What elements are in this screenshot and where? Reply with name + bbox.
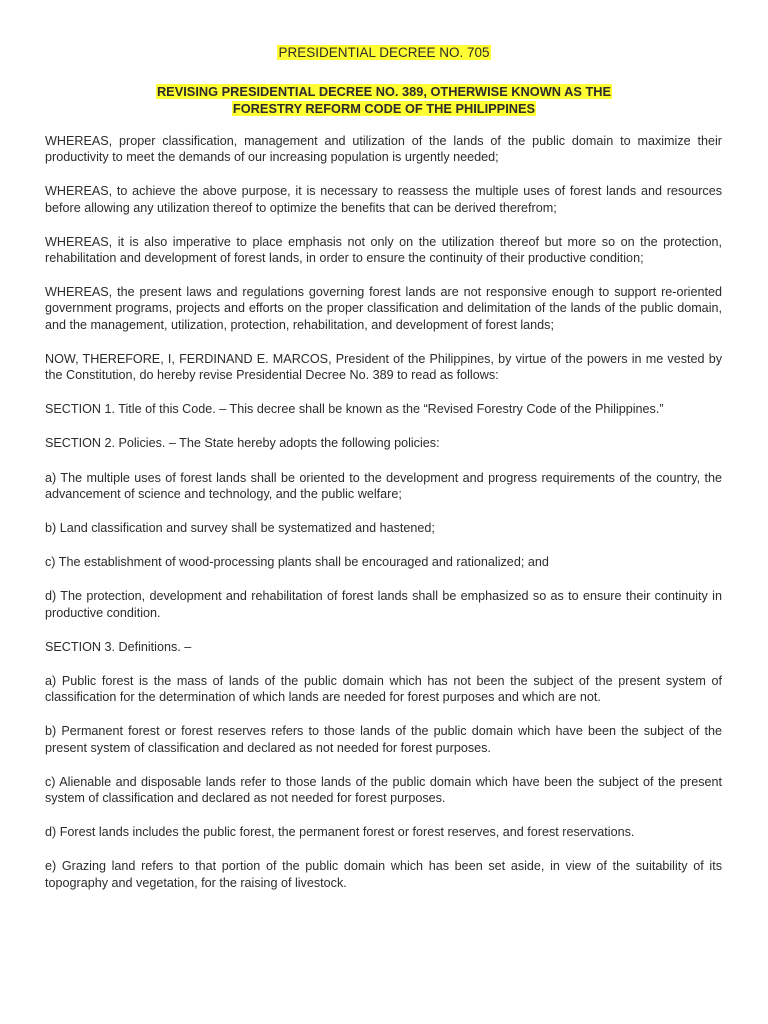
definition-a: a) Public forest is the mass of lands of the public domain which has not been the subject of the present system of classification for the determination of which lands are needed for forest purposes and which are not. [45,674,722,705]
policy-d: d) The protection, development and rehabilitation of forest lands shall be emphasized so as to ensure their continuity in productive condition. [45,589,722,620]
definition-e: e) Grazing land refers to that portion of the public domain which has been set aside, in view of the suitability of its topography and vegetation, for the raising of livestock. [45,859,722,890]
document-body [45,133,722,909]
section-2-heading: SECTION 2. Policies. – The State hereby adopts the following policies: [45,436,440,451]
policy-b: b) Land classification and survey shall be systematized and hastened; [45,521,435,536]
subtitle-line-2: FORESTRY REFORM CODE OF THE PHILIPPINES [232,101,536,116]
whereas-paragraph-3: WHEREAS, it is also imperative to place emphasis not only on the utilization thereof but more so on the protection, rehabilitation and development of forest lands, in order to ensure the continuity of their productive condition; [45,234,722,266]
subtitle-line-1: REVISING PRESIDENTIAL DECREE NO. 389, OTHERWISE KNOWN AS THE [156,84,612,99]
section-1-paragraph: SECTION 1. Title of this Code. – This decree shall be known as the “Revised Forestry Code of the Philippines.” [45,402,664,417]
decree-subtitle [0,83,768,117]
whereas-paragraph-1: WHEREAS, proper classification, management and utilization of the lands of the public domain to maximize their productivity to meet the demands of our increasing population is urgently needed; [45,134,722,165]
now-therefore-paragraph: NOW, THEREFORE, I, FERDINAND E. MARCOS, President of the Philippines, by virtue of the powers in me vested by the Constitution, do hereby revise Presidential Decree No. 389 to read as follows: [45,351,722,383]
whereas-paragraph-4: WHEREAS, the present laws and regulations governing forest lands are not responsive enough to support re-oriented government programs, projects and efforts on the proper classification and delimitation of the lands of the public domain, and the management, utilization, protection, rehabilitation, and development of forest lands; [45,285,722,332]
section-3-heading: SECTION 3. Definitions. – [45,639,192,654]
policy-c: c) The establishment of wood-processing plants shall be encouraged and rationalized; and [45,555,549,570]
definition-b: b) Permanent forest or forest reserves refers to those lands of the public domain which have been the subject of the present system of classification and declared as not needed for forest purposes. [45,724,722,755]
whereas-paragraph-2: WHEREAS, to achieve the above purpose, it is necessary to reassess the multiple uses of forest lands and resources before allowing any utilization thereof to optimize the benefits that can be derived therefrom; [45,184,722,215]
decree-title [0,44,768,61]
policy-a: a) The multiple uses of forest lands shall be oriented to the development and progress requirements of the country, the advancement of science and technology, and the public welfare; [45,470,722,501]
decree-title-text: PRESIDENTIAL DECREE NO. 705 [278,45,490,60]
definition-c: c) Alienable and disposable lands refer to those lands of the public domain which have been the subject of the present system of classification and declared as not needed for forest purposes. [45,774,722,806]
definition-d: d) Forest lands includes the public forest, the permanent forest or forest reserves, and forest reservations. [45,825,635,840]
